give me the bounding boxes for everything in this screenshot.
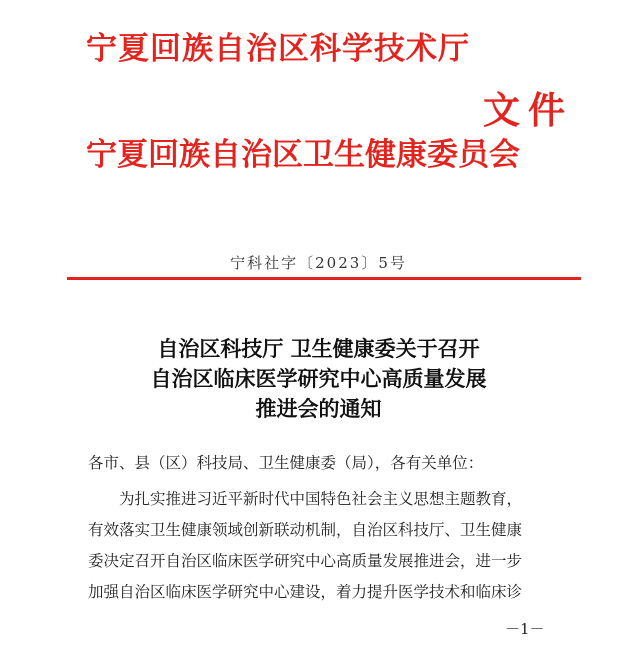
title-line: 自治区科技厅 卫生健康委关于召开 [157, 336, 480, 361]
body-paragraph [88, 484, 578, 608]
body-line: 为扎实推进习近平新时代中国特色社会主义思想主题教育， [119, 490, 523, 508]
document-number: 宁科社字〔2023〕5号 [230, 254, 407, 272]
body-line: 有效落实卫生健康领域创新联动机制，自治区科技厅、卫生健康 [88, 521, 523, 539]
document-title [0, 334, 637, 424]
body-line: 委决定召开自治区临床医学研究中心高质量发展推进会，进一步 [88, 552, 523, 570]
salutation: 各市、县（区）科技局、卫生健康委（局），各有关单位： [88, 454, 484, 472]
issuer-science-technology-department: 宁夏回族自治区科学技术厅 [86, 31, 470, 67]
issuer-health-commission: 宁夏回族自治区卫生健康委员会 [86, 137, 520, 173]
document-suffix: 文件 [483, 88, 573, 132]
body-line: 加强自治区临床医学研究中心建设，着力提升医学技术和临床诊 [88, 583, 523, 601]
title-line: 推进会的通知 [255, 396, 382, 421]
title-line: 自治区临床医学研究中心高质量发展 [150, 366, 487, 391]
page-number: －1－ [505, 620, 545, 638]
red-divider-line [67, 277, 581, 280]
